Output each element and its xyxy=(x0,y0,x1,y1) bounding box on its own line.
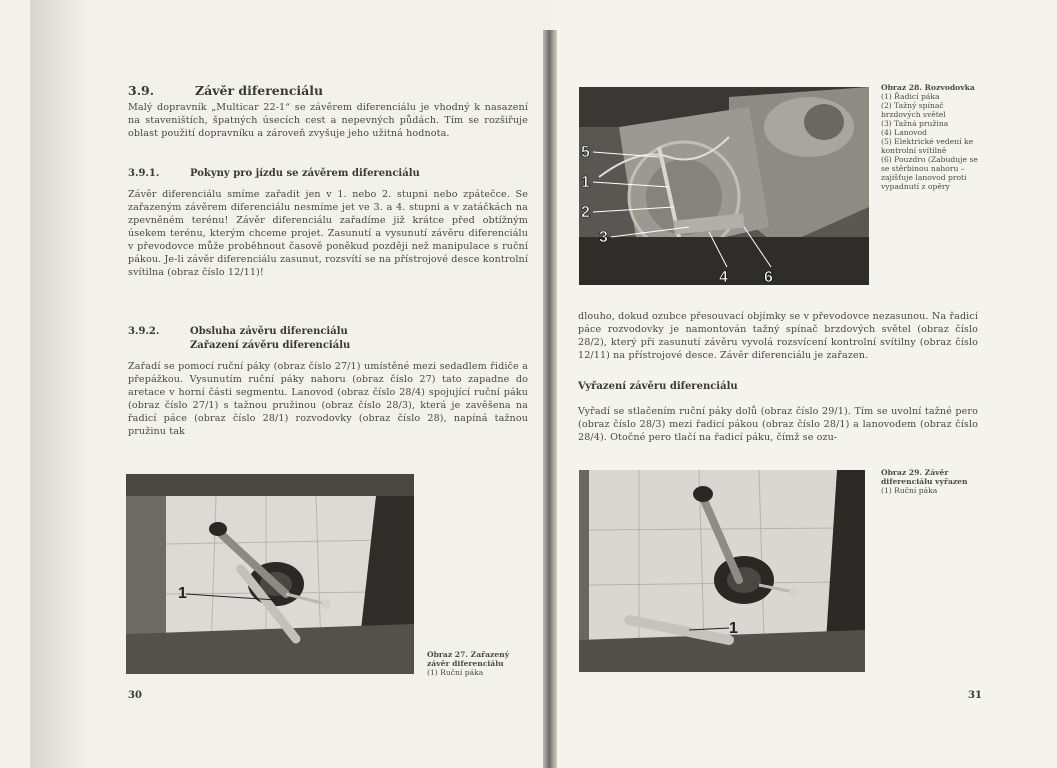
section-title: Závěr diferenciálu xyxy=(195,83,324,98)
subsection-title: Obsluha závěru diferenciálu xyxy=(190,326,348,337)
continued-paragraph: dlouho, dokud ozubce přesouvací objímky se v převodovce nezasunou. Na řadicí páce rozvodovky je namontován tažný spínač brzdových světel (obraz číslo 28/2), který při zasunutí závěru vyvolá rozsvícení kontrolní svítilny (obraz číslo 12/11) na přístrojové desce. Závěr diferenciálu je zařazen. xyxy=(578,311,978,361)
subsection-subtitle: Zařazení závěru diferenciálu xyxy=(190,340,351,351)
callout-label: 4 xyxy=(719,269,728,285)
caption-item: (1) Ruční páka xyxy=(427,668,484,677)
callout-label: 6 xyxy=(764,269,773,285)
subsection-number: 3.9.1. xyxy=(128,168,160,179)
intro-paragraph: Malý dopravník „Multicar 22-1“ se závěrem diferenciálu je vhodný k nasazení na staveništích, špatných úsecích cest a nepevných půdách. Tím se rozšiřuje oblast použití dopravníku a zároveň zvyšuje jeho užitná hodnota. xyxy=(128,102,528,139)
subsection-title: Vyřazení závěru diferenciálu xyxy=(578,381,738,392)
driving-instructions: Závěr diferenciálu smíme zařadit jen v 1. nebo 2. stupni nebo zpátečce. Se zařazeným závěrem diferenciálu nesmíme jet ve 3. a 4. stupni a v zatáčkách na zpevněném terénu! Závěr diferenciálu zařadíme již krátce před obtížným úsekem terénu, kterým chceme projet. Zasunutí a vysunutí závěru diferenciálu v převodovce může proběhnout časově poněkud později než manipulace s ruční pákou. Je-li závěr diferenciálu zasunut, rozsvítí se na přístrojové desce kontrolní svítilna (obraz číslo 12/11)! xyxy=(128,189,528,278)
caption-item: (2) Tažný spínač brzdových světel xyxy=(881,101,946,119)
figure-28-photo xyxy=(579,87,869,285)
page-number: 31 xyxy=(968,690,982,701)
callout-label: 2 xyxy=(581,204,590,221)
section-number: 3.9. xyxy=(128,83,155,98)
caption-item: (4) Lanovod xyxy=(881,128,927,137)
book-spine xyxy=(543,30,557,768)
subsection-number: 3.9.2. xyxy=(128,326,160,337)
caption-item: (6) Pouzdro (Zabuduje se se stěrbinou nahoru – zajišťuje lanovod proti vypadnutí z opěry xyxy=(881,155,978,191)
callout-label: 5 xyxy=(581,144,590,161)
callout-label: 1 xyxy=(729,620,738,637)
disengage-paragraph: Vyřadí se stlačením ruční páky dolů (obraz číslo 29/1). Tím se uvolní tažné pero (obraz číslo 28/3) mezi řadicí pákou (obraz číslo 28/1) a lanovodem (obraz číslo 28/4). Otočné pero tlačí na řadicí páku, čímž se ozu- xyxy=(578,406,978,443)
caption-item: (5) Elektrické vedení ke kontrolní svítilně xyxy=(881,137,974,155)
caption-title: Obraz 27. Zařazený závěr diferenciálu xyxy=(427,650,510,668)
callout-label: 1 xyxy=(581,174,590,191)
operation-paragraph: Zařadí se pomocí ruční páky (obraz číslo 27/1) umístěné mezi sedadlem řidiče a přepážkou. Vysunutím ruční páky nahoru (obraz číslo 27) tato zapadne do aretace v horní části segmentu. Lanovod (obraz číslo 28/4) spojující ruční páku (obraz číslo 27/1) s tažnou pružinou (obraz číslo 28/3), která je zavěšena na řadicí páce (obraz číslo 28/1) rozvodovky (obraz číslo 28), napíná tažnou pružinu tak xyxy=(128,361,528,437)
figure-27-photo xyxy=(126,474,414,674)
figure-27-caption xyxy=(427,650,527,677)
right-page xyxy=(551,0,1057,768)
caption-item: (1) Řadicí páka xyxy=(881,92,940,101)
figure-29-photo xyxy=(579,470,865,672)
callout-label: 3 xyxy=(599,229,608,246)
page-number: 30 xyxy=(128,690,142,701)
figure-29-caption xyxy=(881,468,981,495)
subsection-title: Pokyny pro jízdu se závěrem diferenciálu xyxy=(190,168,420,179)
callout-label: 1 xyxy=(178,585,187,602)
caption-title: Obraz 29. Závěr diferenciálu vyřazen xyxy=(881,468,968,486)
page-edge-shadow xyxy=(30,0,90,768)
caption-item: (3) Tažná pružina xyxy=(881,119,949,128)
caption-title: Obraz 28. Rozvodovka xyxy=(881,83,975,92)
figure-28-caption xyxy=(881,83,981,191)
caption-item: (1) Ruční páka xyxy=(881,486,938,495)
